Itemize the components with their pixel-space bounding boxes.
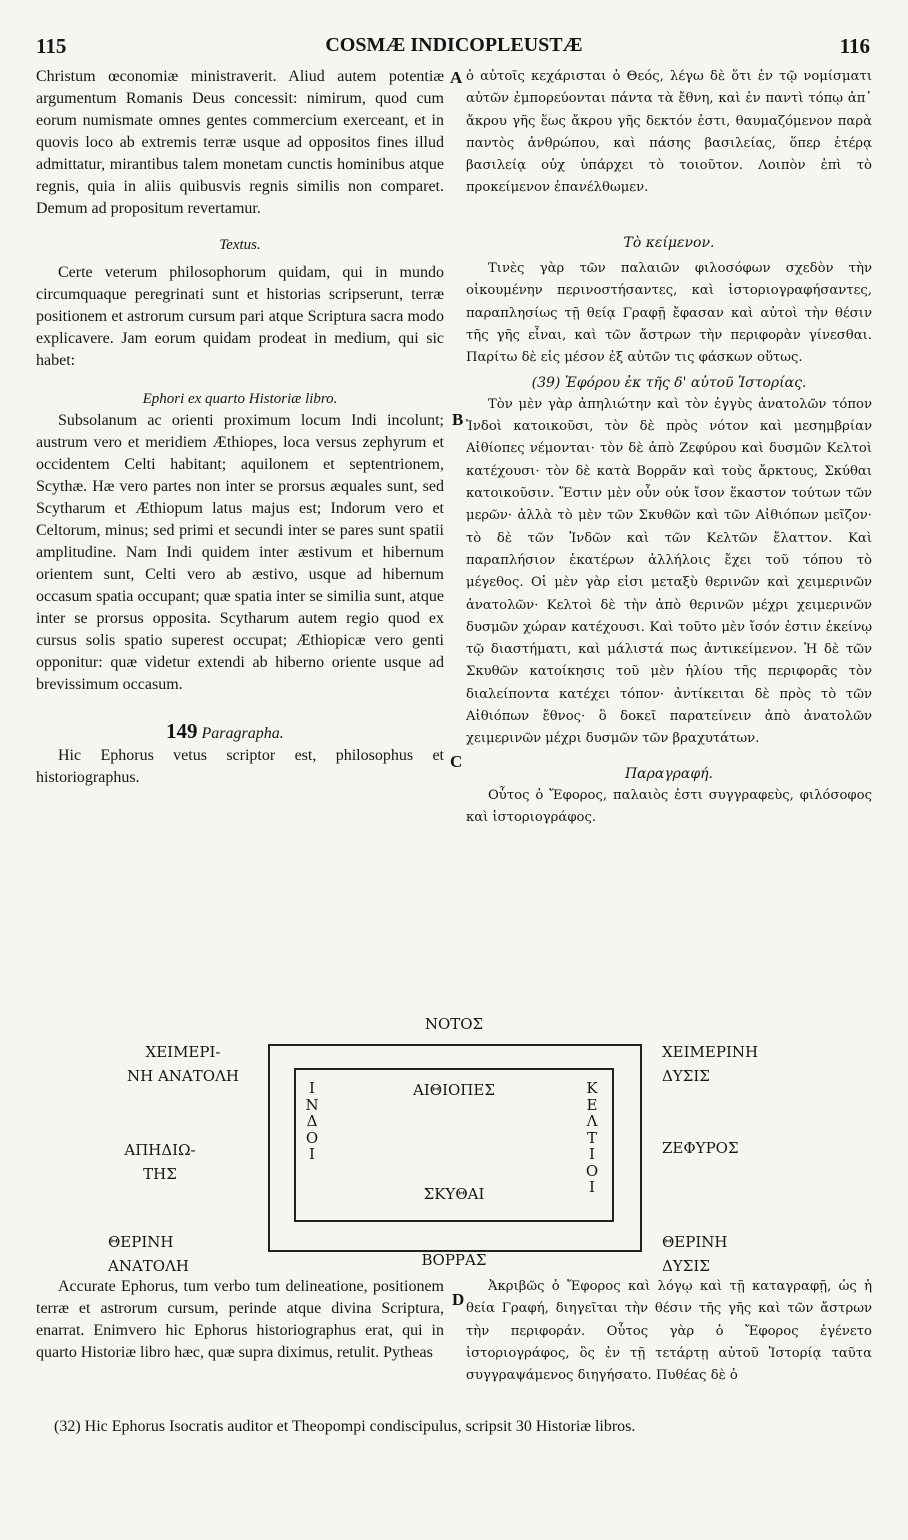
diagram-label-summer-west-line1: ΘΕΡΙΝΗ (662, 1233, 728, 1251)
diagram-label-celts (584, 1080, 600, 1196)
diagram-celts-letter: Ι (589, 1145, 595, 1163)
diagram-label-winter-east-line2: ΝΗ ΑΝΑΤΟΛΗ (127, 1067, 239, 1085)
diagram-label-indians (304, 1080, 320, 1163)
diagram-label-north: ΒΟΡΡΑΣ (421, 1251, 487, 1269)
margin-marker-c: C (450, 752, 463, 771)
greek-intro: ὁ αὐτοῖς κεχάρισται ὁ Θεός, λέγω δὲ ὅτι ἐν τῷ νομίσματι αὐτῶν ἐμπορεύονται πάντα τὰ ἔθνη, καὶ ἐν παντὶ τόπῳ ἀπ᾿ ἄκρου γῆς ἕως ἄκρου γῆς δεκτόν ἐστι, θαυμαζόμενον παρὰ παντὸς ἀνθρώπου, καὶ πάσης βασιλείας, ὅπερ ἑτέρᾳ βασιλείᾳ οὐχ ὑπάρχει τὸ τοιοῦτον. Λοιπὸν ἐπὶ τὸ προκείμενον ἐπανέλθωμεν. (466, 69, 872, 196)
latin-textus-title: Textus. (219, 237, 261, 253)
diagram-celts-letter: Ι (589, 1178, 595, 1196)
diagram-celts-letter: Κ (586, 1079, 598, 1097)
diagram-celts-letter: Ε (586, 1095, 598, 1114)
greek-paragraphe-title: Παραγραφή. (624, 765, 714, 782)
greek-keimenon-title: Τὸ κείμενον. (623, 234, 715, 251)
greek-bottom-text: Ἀκριβῶς ὁ Ἔφορος καὶ λόγῳ καὶ τῇ καταγραφῇ, ὡς ἡ θεία Γραφή, διηγεῖται τὴν θέσιν τῆς γῆς καὶ τῶν ἄστρων τὴν περιφοράν. Οὗτος γὰρ ὁ Ἔφορος ἐγένετο ἱστοριογράφος, ὃς ἐν τῇ τετάρτῃ αὐτοῦ Ἱστορίᾳ ταῦτα συγγραψάμενος διηγήσατο. Πυθέας δὲ ὁ (466, 1279, 872, 1384)
margin-marker-a: A (450, 68, 463, 87)
greek-column (466, 66, 872, 830)
latin-intro: Christum œconomiæ ministraverit. Aliud autem potentiæ argumentum Romanis Deus concessit: nimirum, quod cum eorum numismate omnes gentes commercium exerceant, et in quovis loco ab extremis terræ usque ad oppositos fines illud admittatur, mirantibus talem monetam cunctis hominibus atque regnis, quia in aliis quibusvis regnis similis non comparet. Demum ad propositum revertamur. (36, 68, 444, 217)
running-title: COSMÆ INDICOPLEUSTÆ (325, 34, 583, 56)
diagram-indians-letter: Ι (309, 1145, 315, 1163)
diagram-indians-letter: Δ (306, 1112, 318, 1130)
diagram-label-south: ΝΟΤΟΣ (424, 1015, 484, 1033)
greek-paragraphe-text: Οὗτος ὁ Ἔφορος, παλαιὸς ἐστι συγγραφεὺς, φιλόσοφος καὶ ἱστοριογράφος. (466, 787, 872, 826)
diagram-label-east (100, 1138, 220, 1186)
diagram-label-winter-west-line2: ΔΥΣΙΣ (662, 1067, 710, 1085)
diagram-label-winter-west-line1: ΧΕΙΜΕΡΙΝΗ (662, 1043, 759, 1061)
latin-column (36, 66, 444, 789)
footnote: (32) Hic Ephorus Isocratis auditor et Theopompi condiscipulus, scripsit 30 Historiæ libros. (54, 1418, 636, 1435)
greek-ephori-title: (39) Ἐφόρου ἐκ τῆς δ' αὐτοῦ Ἱστορίας. (531, 374, 807, 391)
diagram-label-summer-east-line1: ΘΕΡΙΝΗ (108, 1233, 174, 1251)
diagram-label-west: ΖΕΦΥΡΟΣ (662, 1139, 739, 1157)
diagram-label-ethiopians: ΑΙΘΙΟΠΕΣ (413, 1081, 495, 1099)
margin-marker-d: D (452, 1290, 465, 1309)
margin-marker-b: B (452, 410, 464, 429)
diagram-label-scythians: ΣΚΥΘΑΙ (423, 1185, 485, 1203)
diagram-celts-letter: Λ (586, 1112, 598, 1130)
diagram-celts-letter: Τ (586, 1128, 597, 1147)
latin-ephori: Subsolanum ac orienti proximum locum Indi incolunt; austrum vero et meridiem Æthiopes, loca versus zephyrum et occidentem Celti habitant; aquilonem et septentrionem, Scythæ. Hæ vero partes non inter se prorsus æquales sunt, sed Scytharum et Æthiopum latus majus est; Indorum vero et Celtorum, minus; sed primi et secundi inter se pares sunt spatii amplitudine. Nam Indi quidem inter æstivum et hibernum orientem sunt, Celti vero ab æstivo, usque ad hibernum occasum spatia occupant; quæ spatia inter se similia sunt, atque inter se prorsus opposita. Scytharum autem regio quod ex cursus solis spatio superest occupat; Æthiopicæ vero genti opponitur: quæ videtur extendi ab hiberno oriente usque ad brevissimum occasum. (36, 412, 444, 693)
diagram-indians-letter: Ν (305, 1095, 319, 1114)
greek-keimenon: Τινὲς γὰρ τῶν παλαιῶν φιλοσόφων σχεδὸν τὴν οἰκουμένην περινοστήσαντες, καὶ ἱστοριογραφήσαντες, παραπλησίως τῇ θείᾳ Γραφῇ ἔφασαν καὶ αὐτοὶ τὴν θέσιν τῆς γῆς εἶναι, καὶ τῶν ἄστρων τὴν περιφορὰν γίνεσθαι. Παρίτω δὲ εἰς μέσον ἐξ αὐτῶν τις φάσκων οὕτως. (466, 261, 872, 366)
greek-ephori: Τὸν μὲν γὰρ ἀπηλιώτην καὶ τὸν ἐγγὺς ἀνατολῶν τόπον Ἰνδοὶ κατοικοῦσι, τὸν δὲ πρὸς νότον καὶ μεσημβρίαν Αἰθίοπες νέμονται· τὸν δὲ ἀπὸ Ζεφύρου καὶ δυσμῶν Κελτοὶ κατέχουσι· τὸν δὲ κατὰ Βορρᾶν καὶ τοὺς ἄρκτους, Σκύθαι κατοικοῦσιν. Ἔστιν μὲν οὖν οὐκ ἴσον ἕκαστον τούτων τῶν μερῶν· ἀλλὰ τὸ μὲν τῶν Σκυθῶν καὶ τῶν Αἰθιόπων μεῖζον· τὸ δὲ τῶν Ἰνδῶν καὶ τῶν Κελτῶν ἔλαττον. Καὶ παραπλήσιον ἑκατέρων ἀλλήλοις ἔχει τοῦ τόπου τὸ μέγεθος. Οἱ μὲν γὰρ εἰσι μεταξὺ θερινῶν καὶ χειμερινῶν ἀνατολῶν· Κελτοὶ δὲ τὴν ἀπὸ θερινῶν μέχρι χειμερινῶν δυσμῶν χώραν κατέχουσι. Καὶ τοῦτο μὲν ἴσόν ἐστιν ἐκείνῳ τῷ διαστήματι, καὶ μάλιστά πως ἀντικείμενον. Ἡ δὲ τῶν Σκυθῶν κατοίκησις τοῦ μὲν ἡλίου τῆς περιφορᾶς τὸν διαλείποντα κατέχει τόπον· ἀντίκειται δὲ πρὸς τὸ τῶν Αἰθιόπων ἔθνος· ὃ δοκεῖ παρατείνειν ἀπὸ ἀνατολῶν χειμερινῶν μέχρι δυσμῶν τῶν βραχυτάτων. (466, 396, 872, 747)
latin-ephori-title: Ephori ex quarto Historiæ libro. (142, 391, 338, 407)
diagram-label-winter-east-line1: ΧΕΙΜΕΡΙ- (145, 1043, 221, 1061)
page-number-right: 116 (839, 34, 870, 58)
diagram-celts-letter: Ο (585, 1161, 599, 1180)
latin-bottom-paragraph (36, 1276, 444, 1364)
diagram-label-east-line2: ΤΗΣ (143, 1165, 177, 1183)
greek-bottom-paragraph (466, 1276, 872, 1387)
latin-paragrapha-text: Hic Ephorus vetus scriptor est, philosophus et historiographus. (36, 747, 444, 786)
page-number-left: 115 (36, 34, 67, 58)
diagram-indians-letter: Ι (309, 1079, 315, 1097)
latin-paragrapha-heading (36, 720, 444, 745)
diagram-indians-letter: Ο (305, 1128, 319, 1147)
latin-bottom-text: Accurate Ephorus, tum verbo tum delineatione, positionem terræ et astrorum cursum, perinde atque divina Scriptura, enarrat. Enimvero hic Ephorus historiographus erat, qui in quarto Historiæ libro hæc, quæ supra diximus, retulit. Pytheas (36, 1278, 444, 1361)
diagram-label-summer-east-line2: ΑΝΑΤΟΛΗ (108, 1257, 190, 1275)
diagram-label-summer-west-line2: ΔΥΣΙΣ (662, 1257, 710, 1275)
paragraph-number: 149 (166, 719, 198, 743)
diagram-label-east-line1: ΑΠΗΔΙΩ- (124, 1141, 196, 1159)
latin-paragrapha-title: Paragrapha. (201, 725, 284, 742)
latin-textus: Certe veterum philosophorum quidam, qui in mundo circumquaque peregrinati sunt et historias scripserunt, terræ positionem et astrorum cursum pari atque Scriptura sacra modo explicavere. Jam eorum quidam prodeat in medium, qui sic habet: (36, 264, 444, 369)
